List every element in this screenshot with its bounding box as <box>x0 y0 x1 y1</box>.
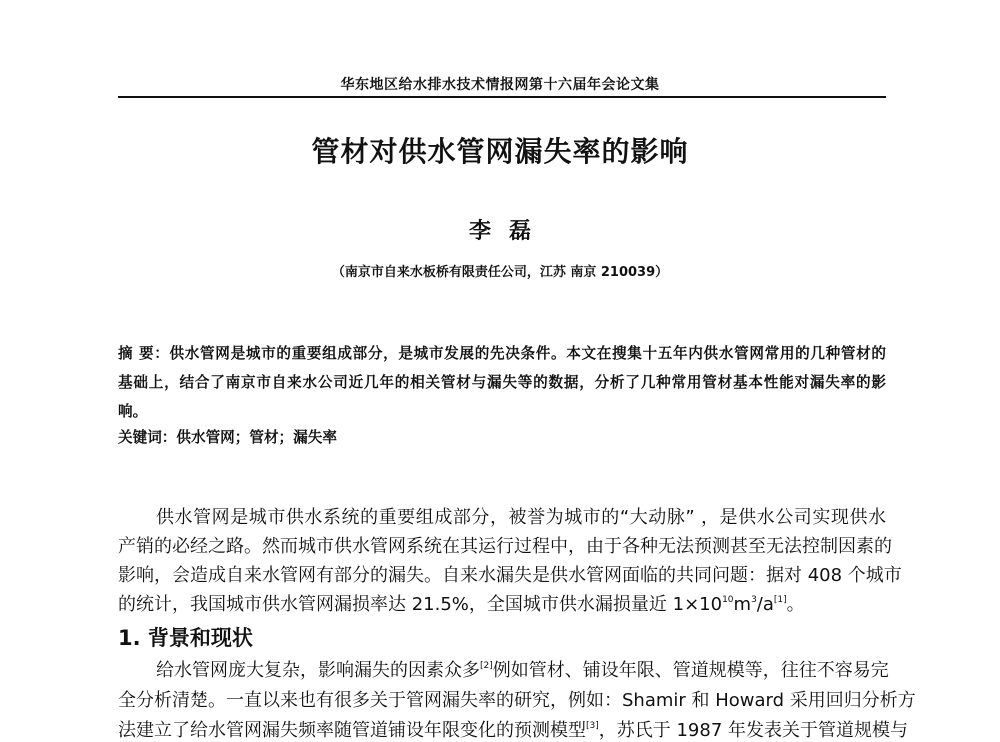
section-heading: 1. 背景和现状 <box>118 626 253 650</box>
body-line: 法建立了给水管网漏失频率随管道铺设年限变化的预测模型[3]，苏氏于 1987 年发表关于管道规模与 <box>118 720 909 741</box>
abstract-line: 响。 <box>118 403 148 420</box>
header-rule <box>118 96 886 98</box>
citation: [2] <box>480 661 493 671</box>
abstract-label: 摘 要： <box>118 345 170 362</box>
body-line: 全分析清楚。一直以来也有很多关于管网漏失率的研究，例如：Shamir 和 Howard 采用回归分析方 <box>118 690 916 711</box>
abstract-line: 基础上，结合了南京市自来水公司近几年的相关管材与漏失等的数据，分析了几种常用管材基本性能对漏失率的影 <box>118 374 886 391</box>
body-line: 产销的必经之路。然而城市供水管网系统在其运行过程中，由于各种无法预测甚至无法控制因素的 <box>118 536 892 557</box>
body-line: 影响，会造成自来水管网有部分的漏失。自来水漏失是供水管网面临的共同问题：据对 408 个城市 <box>118 565 902 586</box>
keywords-label: 关键词： <box>118 429 177 446</box>
abstract-line: 摘 要：供水管网是城市的重要组成部分，是城市发展的先决条件。本文在搜集十五年内供水管网常用的几种管材的 <box>118 345 886 362</box>
keywords: 供水管网；管材；漏失率 <box>176 429 337 446</box>
author: 李磊 <box>468 219 549 244</box>
paper-title: 管材对供水管网漏失率的影响 <box>311 135 689 168</box>
citation: [3] <box>586 721 599 731</box>
keywords-line <box>118 426 886 447</box>
body-line: 给水管网庞大复杂，影响漏失的因素众多[2]例如管材、铺设年限、管道规模等，往往不容易完 <box>156 660 889 681</box>
proceedings-header: 华东地区给水排水技术情报网第十六届年会论文集 <box>340 77 660 93</box>
body-line: 供水管网是城市供水系统的重要组成部分，被誉为城市的“大动脉” ，是供水公司实现供水 <box>156 507 886 528</box>
body-line: 的统计，我国城市供水管网漏损率达 21.5%，全国城市供水漏损量近 $1\times 10^{10}m^3/a[1]$。 <box>118 594 805 615</box>
citation: [1] <box>773 595 787 605</box>
affiliation: （南京市自来水板桥有限责任公司，江苏 南京 210039） <box>331 265 669 280</box>
